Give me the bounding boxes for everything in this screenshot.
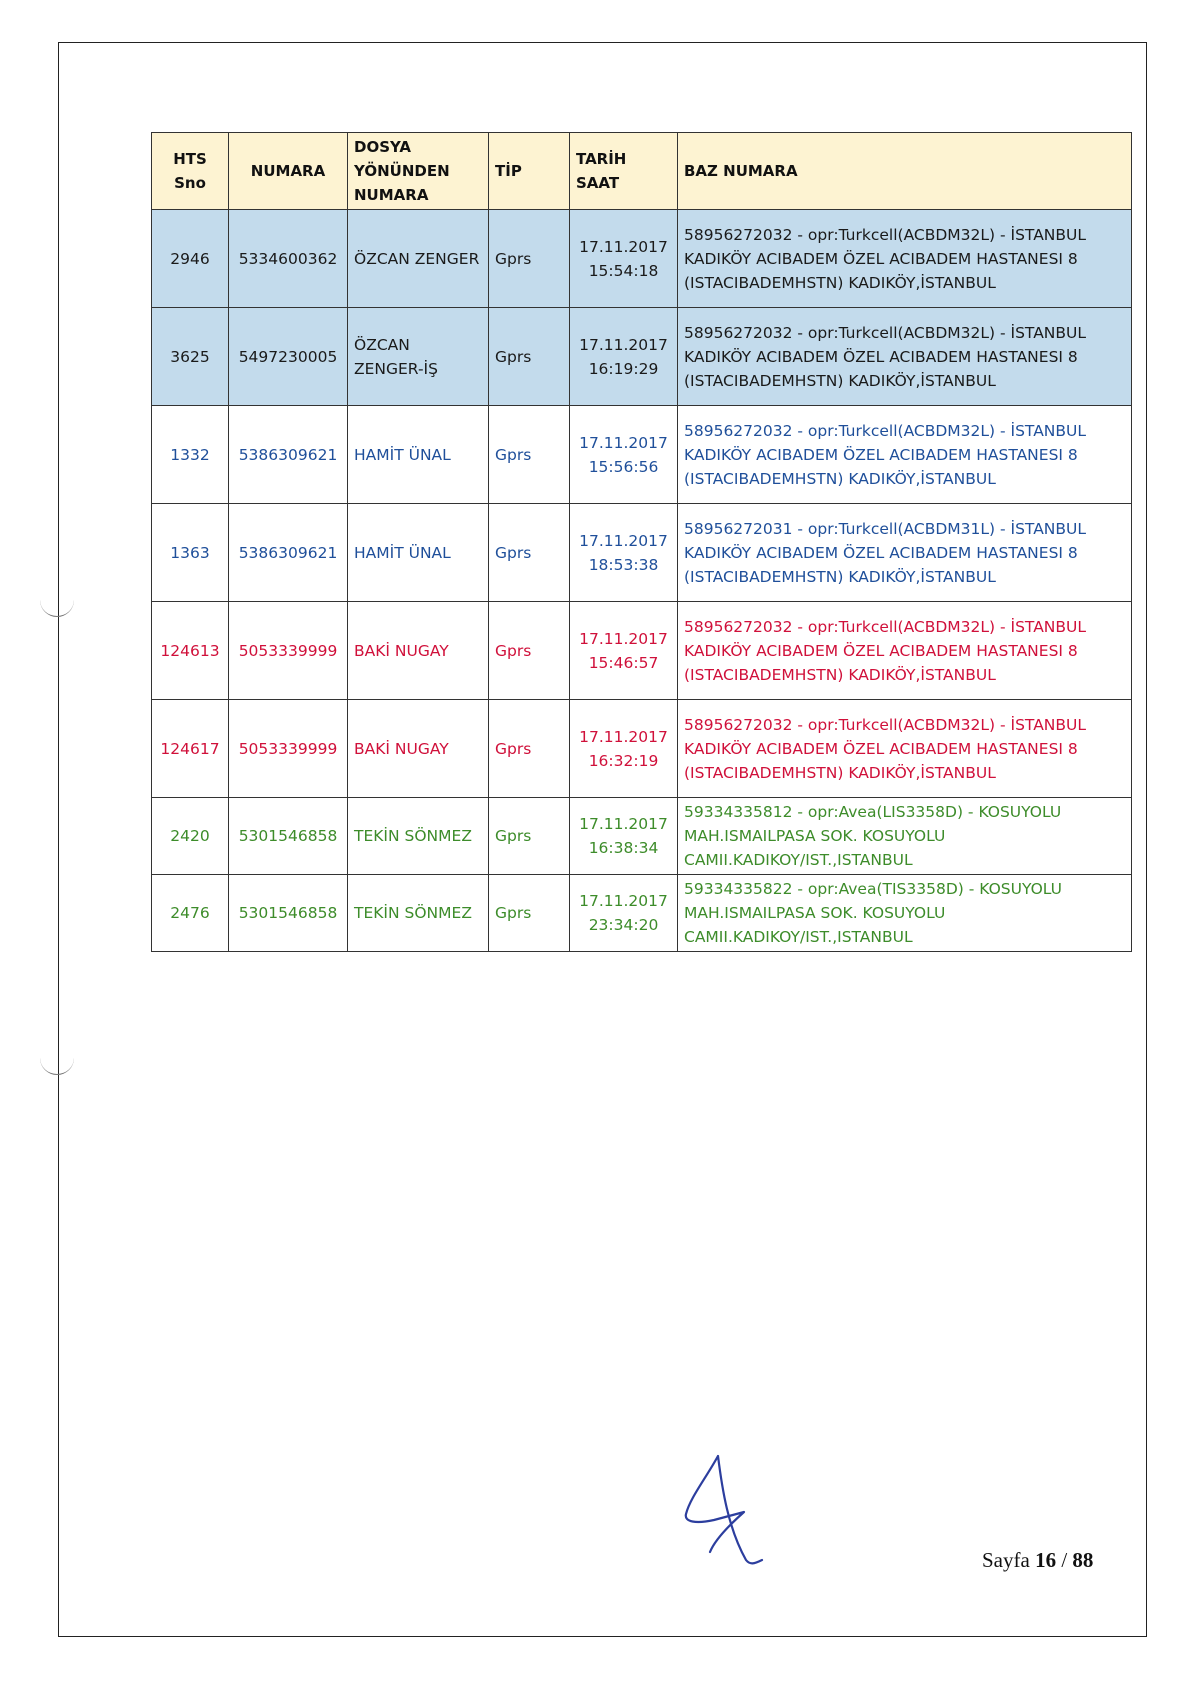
cell-tip: Gprs: [489, 875, 570, 952]
cell-numara: 5301546858: [229, 875, 348, 952]
cell-numara: 5386309621: [229, 406, 348, 504]
cell-tarih: 17.11.2017 16:38:34: [570, 798, 678, 875]
table-row: [152, 210, 1132, 308]
cell-numara: 5301546858: [229, 798, 348, 875]
cell-sno: 1332: [152, 406, 229, 504]
cell-numara: 5386309621: [229, 504, 348, 602]
cell-numara: 5497230005: [229, 308, 348, 406]
cell-sno: 2946: [152, 210, 229, 308]
cell-sno: 124617: [152, 700, 229, 798]
table-row: [152, 308, 1132, 406]
cell-tip: Gprs: [489, 308, 570, 406]
cell-baz: 58956272031 - opr:Turkcell(ACBDM31L) - İSTANBUL KADIKÖY ACIBADEM ÖZEL ACIBADEM HASTANESI 8 (ISTACIBADEMHSTN) KADIKÖY,İSTANBUL: [678, 504, 1132, 602]
header-hts-sno: HTS Sno: [152, 133, 229, 210]
cell-tarih: 17.11.2017 16:19:29: [570, 308, 678, 406]
cell-dosya: BAKİ NUGAY: [348, 700, 489, 798]
cell-baz: 59334335822 - opr:Avea(TIS3358D) - KOSUYOLU MAH.ISMAILPASA SOK. KOSUYOLU CAMII.KADIKOY/IST.,ISTANBUL: [678, 875, 1132, 952]
table-row: [152, 504, 1132, 602]
table-header-row: [152, 133, 1132, 210]
header-tip: TİP: [489, 133, 570, 210]
footer-separator: /: [1061, 1548, 1068, 1572]
cell-dosya: HAMİT ÜNAL: [348, 504, 489, 602]
table-row: [152, 875, 1132, 952]
cell-baz: 58956272032 - opr:Turkcell(ACBDM32L) - İSTANBUL KADIKÖY ACIBADEM ÖZEL ACIBADEM HASTANESI 8 (ISTACIBADEMHSTN) KADIKÖY,İSTANBUL: [678, 308, 1132, 406]
cell-numara: 5334600362: [229, 210, 348, 308]
cell-numara: 5053339999: [229, 602, 348, 700]
table-row: [152, 602, 1132, 700]
cell-dosya: HAMİT ÜNAL: [348, 406, 489, 504]
page-number-footer: [982, 1548, 1093, 1573]
cell-tip: Gprs: [489, 504, 570, 602]
cell-dosya: ÖZCAN ZENGER: [348, 210, 489, 308]
header-tarih-saat: TARİH SAAT: [570, 133, 678, 210]
cell-baz: 58956272032 - opr:Turkcell(ACBDM32L) - İSTANBUL KADIKÖY ACIBADEM ÖZEL ACIBADEM HASTANESI 8 (ISTACIBADEMHSTN) KADIKÖY,İSTANBUL: [678, 602, 1132, 700]
cell-tip: Gprs: [489, 210, 570, 308]
cell-tarih: 17.11.2017 15:56:56: [570, 406, 678, 504]
current-page-number: 16: [1035, 1548, 1057, 1572]
cell-sno: 1363: [152, 504, 229, 602]
cell-sno: 3625: [152, 308, 229, 406]
cell-baz: 59334335812 - opr:Avea(LIS3358D) - KOSUYOLU MAH.ISMAILPASA SOK. KOSUYOLU CAMII.KADIKOY/IST.,ISTANBUL: [678, 798, 1132, 875]
table-row: [152, 406, 1132, 504]
cell-sno: 2420: [152, 798, 229, 875]
cell-dosya: ÖZCAN ZENGER-İŞ: [348, 308, 489, 406]
cell-tip: Gprs: [489, 798, 570, 875]
cell-tarih: 17.11.2017 16:32:19: [570, 700, 678, 798]
header-numara: NUMARA: [229, 133, 348, 210]
cell-tip: Gprs: [489, 602, 570, 700]
cell-tip: Gprs: [489, 406, 570, 504]
header-dosya-yonunden-numara: DOSYA YÖNÜNDEN NUMARA: [348, 133, 489, 210]
cell-numara: 5053339999: [229, 700, 348, 798]
total-pages-number: 88: [1072, 1548, 1094, 1572]
cell-dosya: BAKİ NUGAY: [348, 602, 489, 700]
cell-baz: 58956272032 - opr:Turkcell(ACBDM32L) - İSTANBUL KADIKÖY ACIBADEM ÖZEL ACIBADEM HASTANESI 8 (ISTACIBADEMHSTN) KADIKÖY,İSTANBUL: [678, 700, 1132, 798]
cell-baz: 58956272032 - opr:Turkcell(ACBDM32L) - İSTANBUL KADIKÖY ACIBADEM ÖZEL ACIBADEM HASTANESI 8 (ISTACIBADEMHSTN) KADIKÖY,İSTANBUL: [678, 210, 1132, 308]
cell-tip: Gprs: [489, 700, 570, 798]
signature-image: [680, 1448, 790, 1568]
table-row: [152, 700, 1132, 798]
cell-tarih: 17.11.2017 18:53:38: [570, 504, 678, 602]
cell-tarih: 17.11.2017 23:34:20: [570, 875, 678, 952]
cell-dosya: TEKİN SÖNMEZ: [348, 798, 489, 875]
cell-sno: 124613: [152, 602, 229, 700]
hts-records-table: [151, 132, 1132, 952]
cell-sno: 2476: [152, 875, 229, 952]
table-row: [152, 798, 1132, 875]
header-baz-numara: BAZ NUMARA: [678, 133, 1132, 210]
cell-baz: 58956272032 - opr:Turkcell(ACBDM32L) - İSTANBUL KADIKÖY ACIBADEM ÖZEL ACIBADEM HASTANESI 8 (ISTACIBADEMHSTN) KADIKÖY,İSTANBUL: [678, 406, 1132, 504]
footer-prefix: Sayfa: [982, 1548, 1030, 1572]
cell-tarih: 17.11.2017 15:46:57: [570, 602, 678, 700]
cell-dosya: TEKİN SÖNMEZ: [348, 875, 489, 952]
cell-tarih: 17.11.2017 15:54:18: [570, 210, 678, 308]
